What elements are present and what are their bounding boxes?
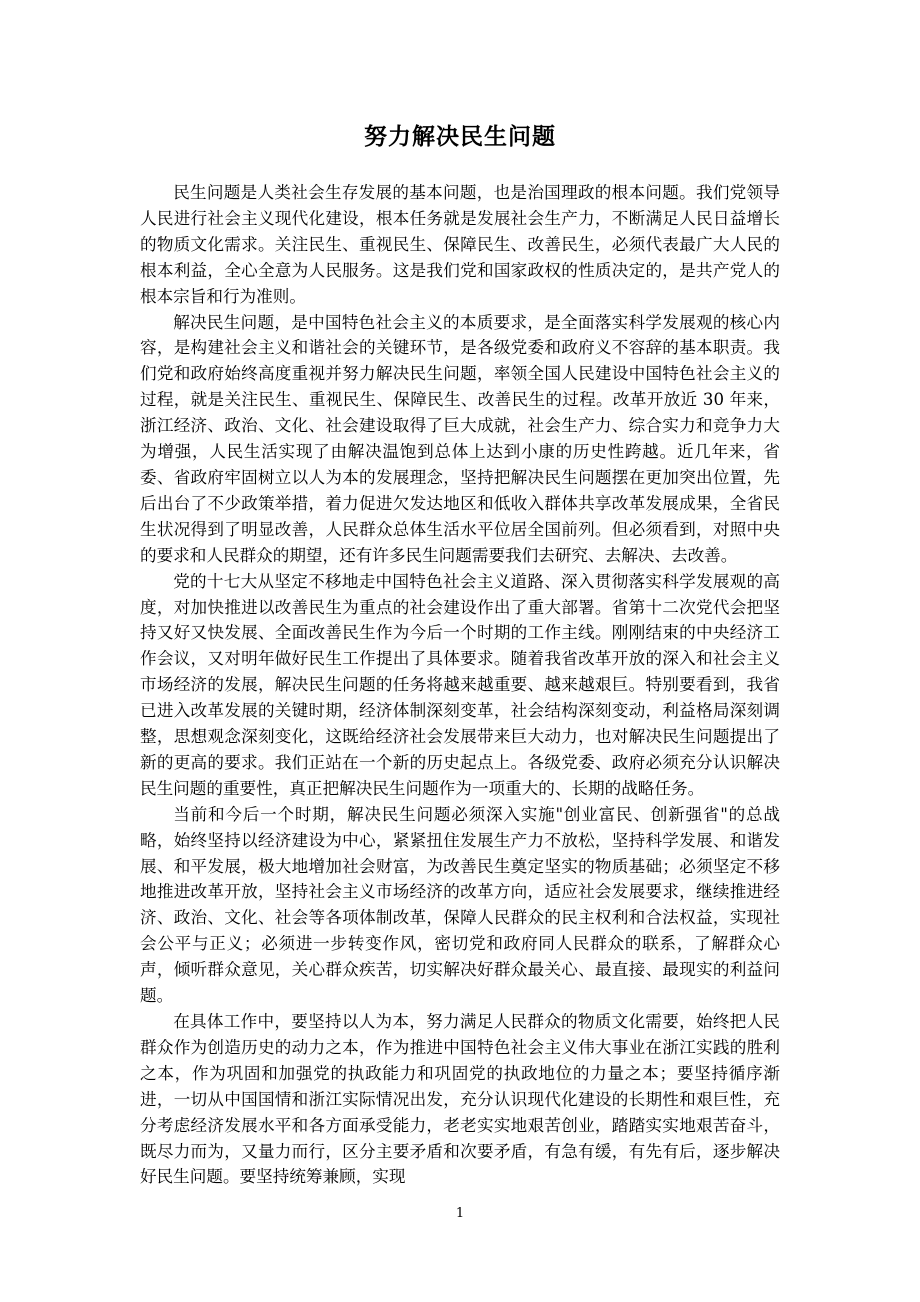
paragraph: 当前和今后一个时期，解决民生问题必须深入实施"创业富民、创新强省"的总战略，始终坚持以经济建设为中心，紧紧扭住发展生产力不放松，坚持科学发展、和谐发展、和平发展，极大地增加社会财富，为改善民生奠定坚实的物质基础；必须坚定不移地推进改革开放，坚持社会主义市场经济的改革方向，适应社会发展要求，继续推进经济、政治、文化、社会等各项体制改革，保障人民群众的民主权利和合法权益，实现社会公平与正义；必须进一步转变作风，密切党和政府同人民群众的联系，了解群众心声，倾听群众意见，关心群众疾苦，切实解决好群众最关心、最直接、最现实的利益问题。: [140, 804, 780, 1006]
paragraph: 在具体工作中，要坚持以人为本，努力满足人民群众的物质文化需要，始终把人民群众作为创造历史的动力之本，作为推进中国特色社会主义伟大事业在浙江实践的胜利之本，作为巩固和加强党的执政能力和巩固党的执政地位的力量之本；要坚持循序渐进，一切从中国国情和浙江实际情况出发，充分认识现代化建设的长期性和艰巨性，充分考虑经济发展水平和各方面承受能力，老老实实地艰苦创业，踏踏实实地艰苦奋斗，既尽力而为，又量力而行，区分主要矛盾和次要矛盾，有急有缓，有先有后，逐步解决好民生问题。要坚持统筹兼顾，实现: [140, 1012, 780, 1187]
document-title: 努力解决民生问题: [364, 124, 556, 150]
document-body: [140, 180, 780, 1190]
paragraph: 党的十七大从坚定不移地走中国特色社会主义道路、深入贯彻落实科学发展观的高度，对加快推进以改善民生为重点的社会建设作出了重大部署。省第十二次党代会把坚持又好又快发展、全面改善民生作为今后一个时期的工作主线。刚刚结束的中央经济工作会议，又对明年做好民生工作提出了具体要求。随着我省改革开放的深入和社会主义市场经济的发展，解决民生问题的任务将越来越重要、越来越艰巨。特别要看到，我省已进入改革发展的关键时期，经济体制深刻变革，社会结构深刻变动，利益格局深刻调整，思想观念深刻变化，这既给经济社会发展带来巨大动力，也对解决民生问题提出了新的更高的要求。我们正站在一个新的历史起点上。各级党委、政府必须充分认识解决民生问题的重要性，真正把解决民生问题作为一项重大的、长期的战略任务。: [140, 571, 780, 798]
page-number: 1: [455, 1206, 465, 1221]
paragraph: 民生问题是人类社会生存发展的基本问题，也是治国理政的根本问题。我们党领导人民进行社会主义现代化建设，根本任务就是发展社会生产力，不断满足人民日益增长的物质文化需求。关注民生、重视民生、保障民生、改善民生，必须代表最广大人民的根本利益，全心全意为人民服务。这是我们党和国家政权的性质决定的，是共产党人的根本宗旨和行为准则。: [140, 183, 780, 306]
paragraph: 解决民生问题，是中国特色社会主义的本质要求，是全面落实科学发展观的核心内容，是构建社会主义和谐社会的关键环节，是各级党委和政府义不容辞的基本职责。我们党和政府始终高度重视并努力解决民生问题，率领全国人民建设中国特色社会主义的过程，就是关注民生、重视民生、保障民生、改善民生的过程。改革开放近 30 年来，浙江经济、政治、文化、社会建设取得了巨大成就，社会生产力、综合实力和竞争力大为增强，人民生活实现了由解决温饱到总体上达到小康的历史性跨越。近几年来，省委、省政府牢固树立以人为本的发展理念，坚持把解决民生问题摆在更加突出位置，先后出台了不少政策举措，着力促进欠发达地区和低收入群体共享改革发展成果，全省民生状况得到了明显改善，人民群众总体生活水平位居全国前列。但必须看到，对照中央的要求和人民群众的期望，还有许多民生问题需要我们去研究、去解决、去改善。: [140, 312, 780, 565]
